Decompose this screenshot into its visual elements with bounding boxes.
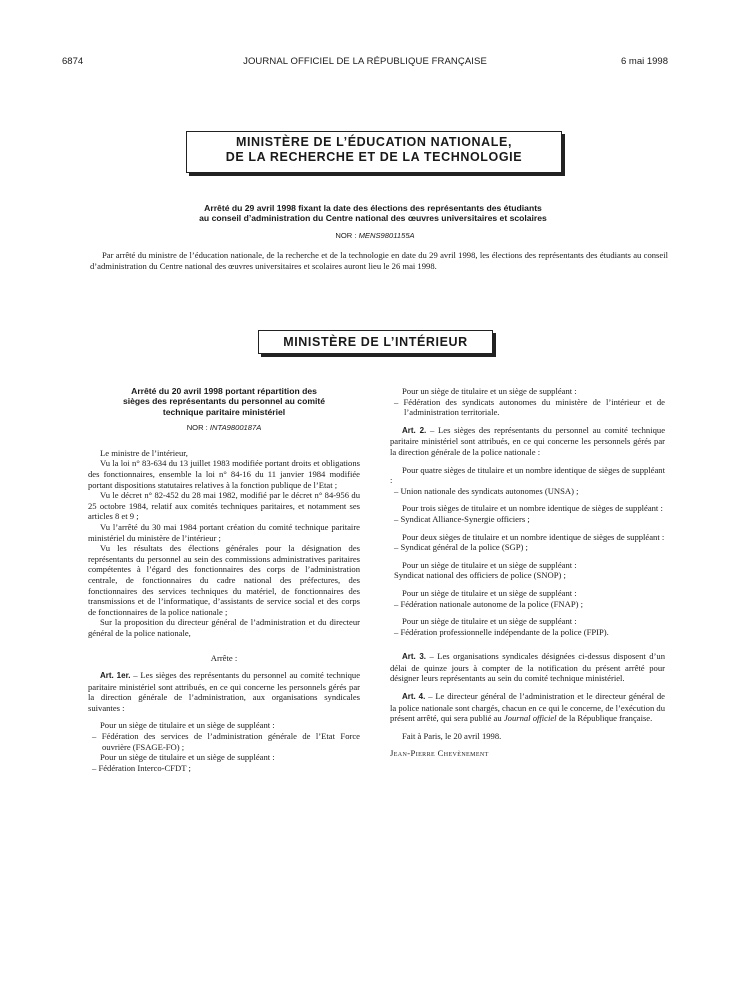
decree2-title-line3: technique paritaire ministériel (162, 406, 286, 417)
seat-line: Pour un siège de titulaire et un siège de suppléant : (402, 616, 577, 627)
nor-label: NOR : (186, 423, 208, 433)
seat-line: Pour un siège de titulaire et un siège de suppléant : (100, 752, 275, 763)
union-fpip: – Fédération professionnelle indépendante de la police (FPIP). (394, 626, 609, 637)
article-2-label: Art. 2. (402, 425, 427, 435)
ministry-education-heading (186, 131, 562, 173)
signature: Jean-Pierre Chevènement (390, 748, 489, 759)
union-unsa: – Union nationale des syndicats autonomes (UNSA) ; (394, 485, 579, 496)
seat-line: Pour un siège de titulaire et un siège de suppléant : (402, 587, 577, 598)
visa-3: Vu l’arrêté du 30 mai 1984 portant création du comité technique paritaire ministériel du ministère de l’intérieur ; (88, 521, 360, 543)
visa-4: Vu les résultats des élections générales pour la désignation des représentants du personnel au sein des commissions administratives paritaires compétentes à l’égard des fonctionnaires des corps de l’administration centrale, de fonctionnaires du cadre national des préfectures, des fonctionnaires des services techniques du matériel, de fonctionnaires des transmissions et de l’informatique, d’assistants de service social et des corps de fonctionnaires de la police nationale ; (88, 543, 360, 617)
article-3 (390, 651, 665, 684)
seat-line: Pour trois sièges de titulaire et un nombre identique de sièges de suppléant : (402, 503, 663, 514)
article-4 (390, 691, 665, 724)
visa-2: Vu le décret n° 82-452 du 28 mai 1982, modifié par le décret n° 84-956 du 25 octobre 1984, relatif aux comités techniques paritaires, et notamment ses articles 8 et 9 ; (88, 490, 360, 522)
decree1-title-line1: Arrêté du 29 avril 1998 fixant la date des élections des représentants des étudiants (204, 203, 542, 213)
visa-1: Vu la loi n° 83-634 du 13 juillet 1983 modifiée portant droits et obligations des fonctionnaires, ensemble la loi n° 84-16 du 11 janvier 1984 modifiée portant dispositions statutaires relatives à la fonction publique de l’Etat ; (88, 458, 360, 490)
article-3-text: – Les organisations syndicales désignées ci-dessus disposent d’un délai de quinze jours à compter de la notification du présent arrêté pour désigner leurs représentants au sein du comité technique ministériel. (390, 651, 666, 684)
article-4-text-end: de la République française. (556, 713, 653, 724)
proposal-line: Sur la proposition du directeur général de l’administration et du directeur général de la police nationale, (88, 617, 360, 638)
decree1-nor (250, 231, 500, 240)
decree2-left-column (88, 386, 360, 773)
article-4-text: – Le directeur général de l’administration et le directeur général de la police nationale sont chargés, chacun en ce qui le concerne, de l’exécution du présent arrêté, qui sera publié au (390, 691, 665, 724)
decree2-title-line2: sièges des représentants du personnel au comité (122, 396, 326, 407)
union-autonomes-interieur: – Fédération des syndicats autonomes du ministère de l’intérieur et de l’administration territoriale. (394, 396, 665, 418)
decree2-title-line1: Arrêté du 20 avril 1998 portant répartition des (131, 386, 317, 396)
seat-line: Pour un siège de titulaire et un siège de suppléant : (402, 386, 577, 396)
article-3-label: Art. 3. (402, 652, 426, 662)
page-header (62, 56, 668, 72)
nor-label: NOR : (335, 231, 357, 240)
minister-line: Le ministre de l’intérieur, (100, 447, 188, 458)
arrete-line: Arrête : (210, 652, 238, 663)
union-sgp: – Syndicat général de la police (SGP) ; (394, 542, 528, 553)
article-1-label: Art. 1er. (100, 671, 131, 681)
union-interco-cfdt: – Fédération Interco-CFDT ; (92, 762, 191, 773)
union-snop: Syndicat national des officiers de police (SNOP) ; (394, 570, 566, 581)
ministry-interior-heading: MINISTÈRE DE L’INTÉRIEUR (258, 330, 493, 354)
seat-line: Pour deux sièges de titulaire et un nombre identique de sièges de suppléant : (402, 531, 665, 542)
decree1-title (120, 203, 626, 224)
place-date-line: Fait à Paris, le 20 avril 1998. (402, 730, 502, 741)
decree2-nor (88, 423, 360, 434)
decree2-title (88, 386, 360, 417)
journal-officiel-italic: Journal officiel (503, 713, 557, 724)
union-fsage-fo: – Fédération des services de l’administration générale de l’Etat Force ouvrière (FSAGE-FO) ; (92, 731, 360, 752)
seat-line: Pour quatre sièges de titulaire et un nombre identique de sièges de suppléant : (390, 464, 665, 486)
seat-line: Pour un siège de titulaire et un siège de suppléant : (100, 720, 275, 731)
article-2 (390, 425, 665, 458)
union-alliance-synergie: – Syndicat Alliance-Synergie officiers ; (394, 513, 530, 524)
decree1-body: Par arrêté du ministre de l’éducation nationale, de la recherche et de la technologie en date du 29 avril 1998, les élections des représentants des étudiants au conseil d’administration du Centre national des œuvres universitaires et scolaires auront lieu le 26 mai 1998. (90, 250, 668, 271)
decree2-right-column (390, 386, 665, 759)
article-1 (88, 670, 360, 713)
page-number: 6874 (62, 56, 84, 67)
article-4-label: Art. 4. (402, 692, 426, 702)
article-1-text: – Les sièges des représentants du personnel au comité technique paritaire ministériel sont attribués, en ce qui concerne les personnels gérés par la direction générale de l’administration, aux organisations syndicales suivantes : (88, 670, 361, 713)
publication-date: 6 mai 1998 (620, 56, 668, 67)
union-fnap: – Fédération nationale autonome de la police (FNAP) ; (394, 598, 584, 609)
nor-reference: INTA9800187A (209, 423, 262, 433)
ministry-education-line2: DE LA RECHERCHE ET DE LA TECHNOLOGIE (225, 150, 523, 164)
journal-title: JOURNAL OFFICIEL DE LA RÉPUBLIQUE FRANÇAISE (243, 56, 487, 67)
seat-line: Pour un siège de titulaire et un siège de suppléant : (402, 559, 577, 570)
nor-reference: MENS9801155A (358, 231, 415, 240)
ministry-education-line1: MINISTÈRE DE L’ÉDUCATION NATIONALE, (235, 135, 513, 149)
decree1-title-line2: au conseil d’administration du Centre national des œuvres universitaires et scolaires (199, 213, 547, 224)
article-2-text: – Les sièges des représentants du personnel au comité technique paritaire ministériel sont attribués, en ce qui concerne les personnels gérés par la direction générale de la police nationale : (390, 424, 666, 457)
